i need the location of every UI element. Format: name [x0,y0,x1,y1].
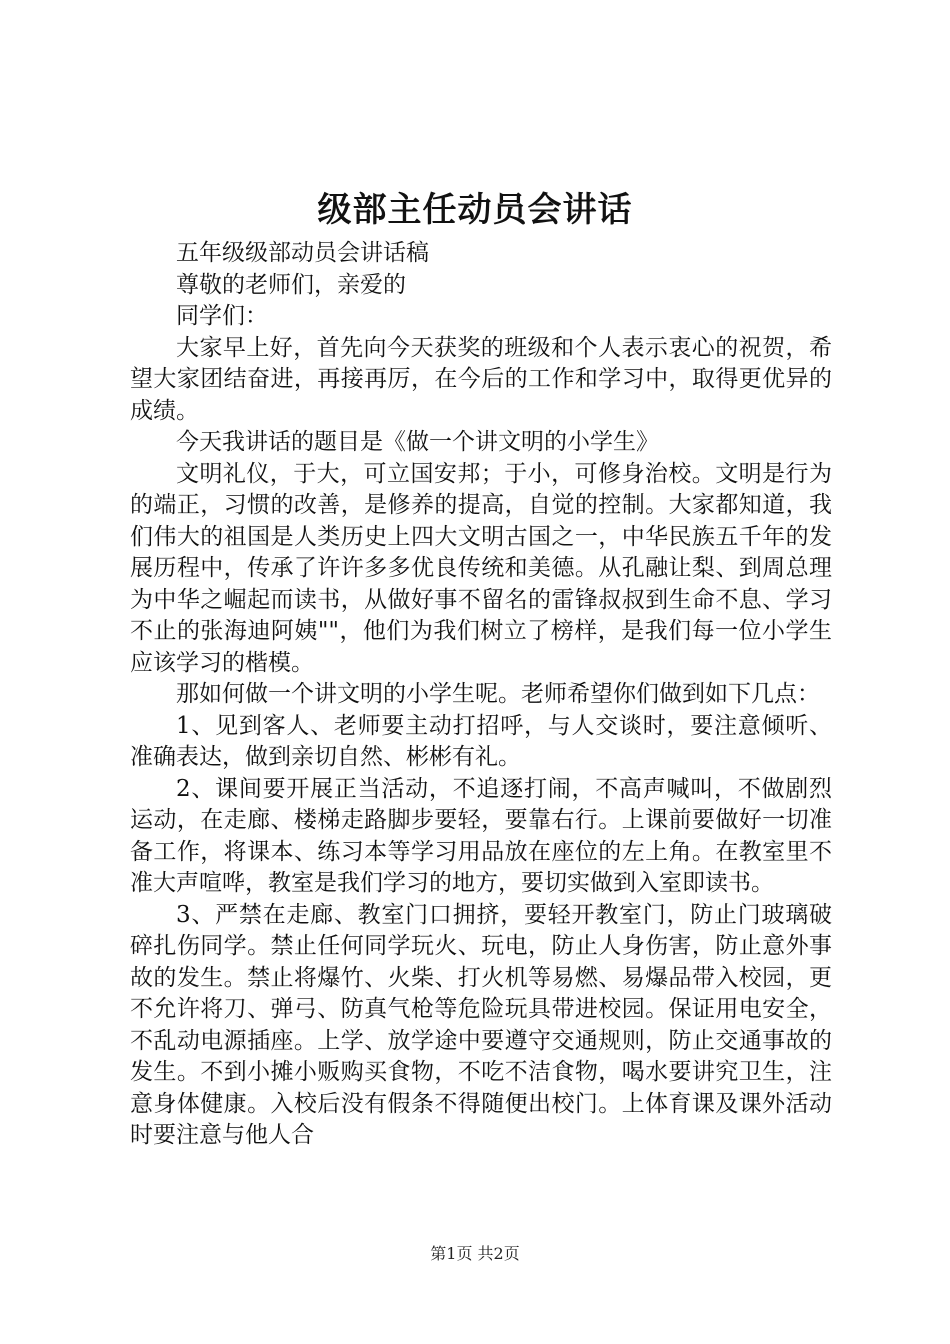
page-footer: 第1页 共2页 [430,1244,520,1263]
paragraph-topic: 今天我讲话的题目是《做一个讲文明的小学生》 [176,429,659,455]
paragraph-civility: 文明礼仪，于大，可立国安邦；于小，可修身治校。文明是行为的端正，习惯的改善，是修养的提高，自觉的控制。大家都知道，我们伟大的祖国是人类历史上四大文明古国之一，中华民族五千年的发展历程中，传承了许许多多优良传统和美德。从孔融让梨、到周总理为中华之崛起而读书，从做好事不留名的雷锋叔叔到生命不息、学习不止的张海迪阿姨""，他们为我们树立了榜样，是我们每一位小学生应该学习的楷模。 [130,460,832,676]
paragraph-point-3: 3、严禁在走廊、教室门口拥挤，要轻开教室门，防止门玻璃破碎扎伤同学。禁止任何同学玩火、玩电，防止人身伤害，防止意外事故的发生。禁止将爆竹、火柴、打火机等易燃、易爆品带入校园，更不允许将刀、弹弓、防真气枪等危险玩具带进校园。保证用电安全，不乱动电源插座。上学、放学途中要遵守交通规则，防止交通事故的发生。不到小摊小贩购买食物，不吃不洁食物，喝水要讲究卫生，注意身体健康。入校后没有假条不得随便出校门。上体育课及课外活动时要注意与他人合 [130,901,832,1148]
document-title: 级部主任动员会讲话 [317,190,633,230]
paragraph-salutation-cont: 同学们： [176,303,268,329]
paragraph-point-1: 1、见到客人、老师要主动打招呼，与人交谈时，要注意倾听、准确表达，做到亲切自然、彬彬有礼。 [130,712,832,770]
paragraph-point-2: 2、课间要开展正当活动，不追逐打闹，不高声喊叫，不做剧烈运动，在走廊、楼梯走路脚步要轻，要靠右行。上课前要做好一切准备工作，将课本、练习本等学习用品放在座位的左上角。在教室里不准大声喧哗，教室是我们学习的地方，要切实做到入室即读书。 [130,775,832,896]
paragraph-subtitle: 五年级级部动员会讲话稿 [176,240,429,266]
paragraph-greeting: 大家早上好，首先向今天获奖的班级和个人表示衷心的祝贺，希望大家团结奋进，再接再厉，在今后的工作和学习中，取得更优异的成绩。 [130,334,832,424]
paragraph-salutation: 尊敬的老师们，亲爱的 [176,271,406,298]
document-body [130,238,832,1152]
paragraph-intro-points: 那如何做一个讲文明的小学生呢。老师希望你们做到如下几点： [176,681,820,707]
